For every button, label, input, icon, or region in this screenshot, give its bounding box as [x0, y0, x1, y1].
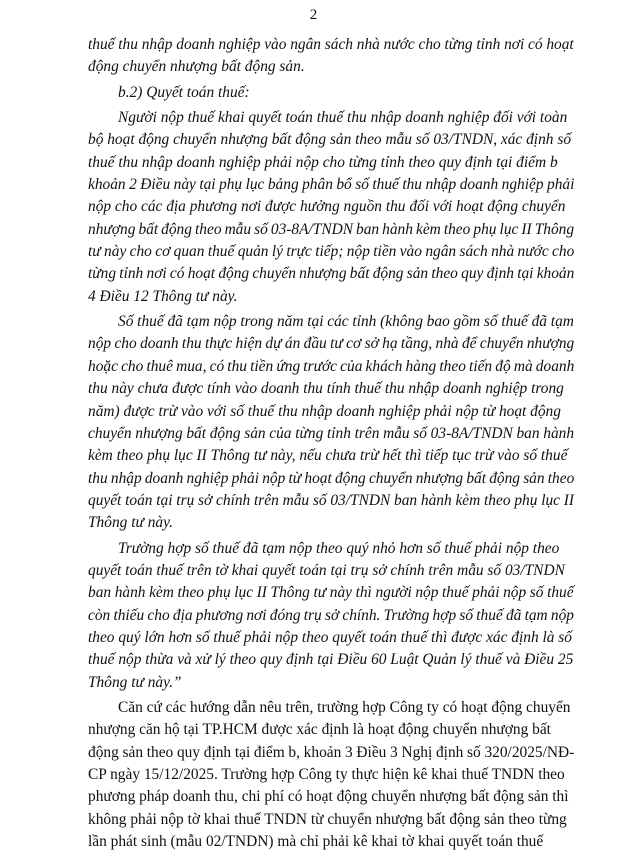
text-line: Thông tư này.” — [88, 673, 182, 691]
text-line: thuế thu nhập doanh nghiệp phải nộp cho từng tỉnh theo quy định tại điểm b — [88, 153, 558, 171]
text-line: nộp cho các địa phương nơi được hưởng nguồn thu đối với hoạt động chuyển — [88, 198, 566, 216]
text-line: Căn cứ các hướng dẫn nêu trên, trường hợp Công ty có hoạt động chuyển — [118, 698, 571, 716]
paragraph-4 — [88, 311, 574, 534]
text-line: tư này cho cơ quan thuế quản lý trực tiếp; nộp tiền vào ngân sách nhà nước cho — [88, 243, 575, 261]
text-line: thu này chưa được tính vào doanh thu tính thuế thu nhập doanh nghiệp trong — [88, 380, 564, 398]
text-line: nộp cho doanh thu thực hiện dự án đầu tư cơ sở hạ tầng, nhà để chuyển nhượng — [88, 335, 575, 353]
text-line: ban hành kèm theo phụ lục II Thông tư này thì người nộp thuế phải nộp số thuế — [88, 584, 574, 602]
text-line: theo quý lớn hơn số thuế phải nộp theo quyết toán thuế thì được xác định là số — [88, 628, 572, 646]
text-line: từng tỉnh nơi có hoạt động chuyển nhượng bất động sản theo quy định tại khoản — [88, 265, 575, 283]
text-line: quyết toán thuế trên tờ khai quyết toán tại trụ sở chính trên mẫu số 03/TNDN — [88, 561, 565, 579]
text-line: b.2) Quyết toán thuế: — [118, 83, 250, 101]
text-line: thu nhập doanh nghiệp phải nộp từ hoạt động chuyển nhượng bất động sản theo — [88, 469, 575, 487]
text-line: lần phát sinh (mẫu 02/TNDN) mà chỉ phải kê khai tờ khai quyết toán thuế — [88, 833, 544, 851]
text-line: phương pháp doanh thu, chi phí có hoạt động chuyển nhượng bất động sản thì — [88, 788, 569, 806]
text-line: CP ngày 15/12/2025. Trường hợp Công ty thực hiện kê khai thuế TNDN theo — [88, 766, 565, 783]
text-line: Thông tư này. — [88, 514, 173, 532]
text-line: Số thuế đã tạm nộp trong năm tại các tỉnh (không bao gồm số thuế đã tạm — [118, 313, 574, 331]
text-line: nhượng căn hộ tại TP.HCM được xác định là hoạt động chuyển nhượng bất — [88, 721, 551, 739]
paragraph-5 — [88, 538, 574, 694]
text-line: động sản theo quy định tại điểm b, khoản 3 Điều 3 Nghị định số 320/2025/NĐ- — [88, 743, 575, 761]
text-line: thuế thu nhập doanh nghiệp vào ngân sách nhà nước cho từng tỉnh nơi có hoạt — [88, 36, 574, 53]
paragraph-1 — [88, 34, 574, 79]
text-line: không phải nộp tờ khai thuế TNDN từ chuyển nhượng bất động sản theo từng — [88, 810, 567, 828]
text-line: kèm theo phụ lục II Thông tư này, nếu chưa trừ hết thì tiếp tục trừ vào số thuế — [88, 447, 568, 465]
text-line: Trường hợp số thuế đã tạm nộp theo quý nhỏ hơn số thuế phải nộp theo — [118, 539, 560, 557]
text-line: quyết toán tại trụ sở chính trên mẫu số 03/TNDN ban hành kèm theo phụ lục II — [88, 491, 575, 509]
page-number: 2 — [309, 7, 318, 23]
text-line: Người nộp thuế khai quyết toán thuế thu nhập doanh nghiệp đối với toàn — [118, 109, 568, 127]
text-line: chuyển nhượng bất động sản của từng tỉnh trên mẫu số 03-8A/TNDN ban hành — [88, 424, 575, 442]
paragraph-6 — [88, 697, 574, 853]
text-line: nhượng bất động theo mẫu số 03-8A/TNDN ban hành kèm theo phụ lục II Thông — [88, 220, 575, 238]
text-line: bộ hoạt động chuyển nhượng bất động sản theo mẫu số 03/TNDN, xác định số — [88, 131, 572, 149]
text-line: hoặc cho thuê mua, có thu tiền ứng trước của khách hàng theo tiến độ mà doanh — [88, 357, 575, 375]
paragraph-3 — [88, 107, 574, 308]
text-line: năm) được trừ vào với số thuế thu nhập doanh nghiệp phải nộp từ hoạt động — [88, 402, 561, 420]
paragraph-2 — [88, 82, 574, 104]
document-body — [88, 34, 574, 853]
text-line: 4 Điều 12 Thông tư này. — [88, 287, 238, 305]
text-line: còn thiếu cho địa phương nơi đóng trụ sở chính. Trường hợp số thuế đã tạm nộp — [88, 606, 574, 624]
text-line: thuế nộp thừa và xử lý theo quy định tại Điều 60 Luật Quản lý thuế và Điều 25 — [88, 651, 574, 669]
text-line: khoản 2 Điều này tại phụ lục bảng phân bổ số thuế thu nhập doanh nghiệp phải — [88, 176, 575, 194]
text-line: động chuyển nhượng bất động sản. — [88, 58, 305, 76]
